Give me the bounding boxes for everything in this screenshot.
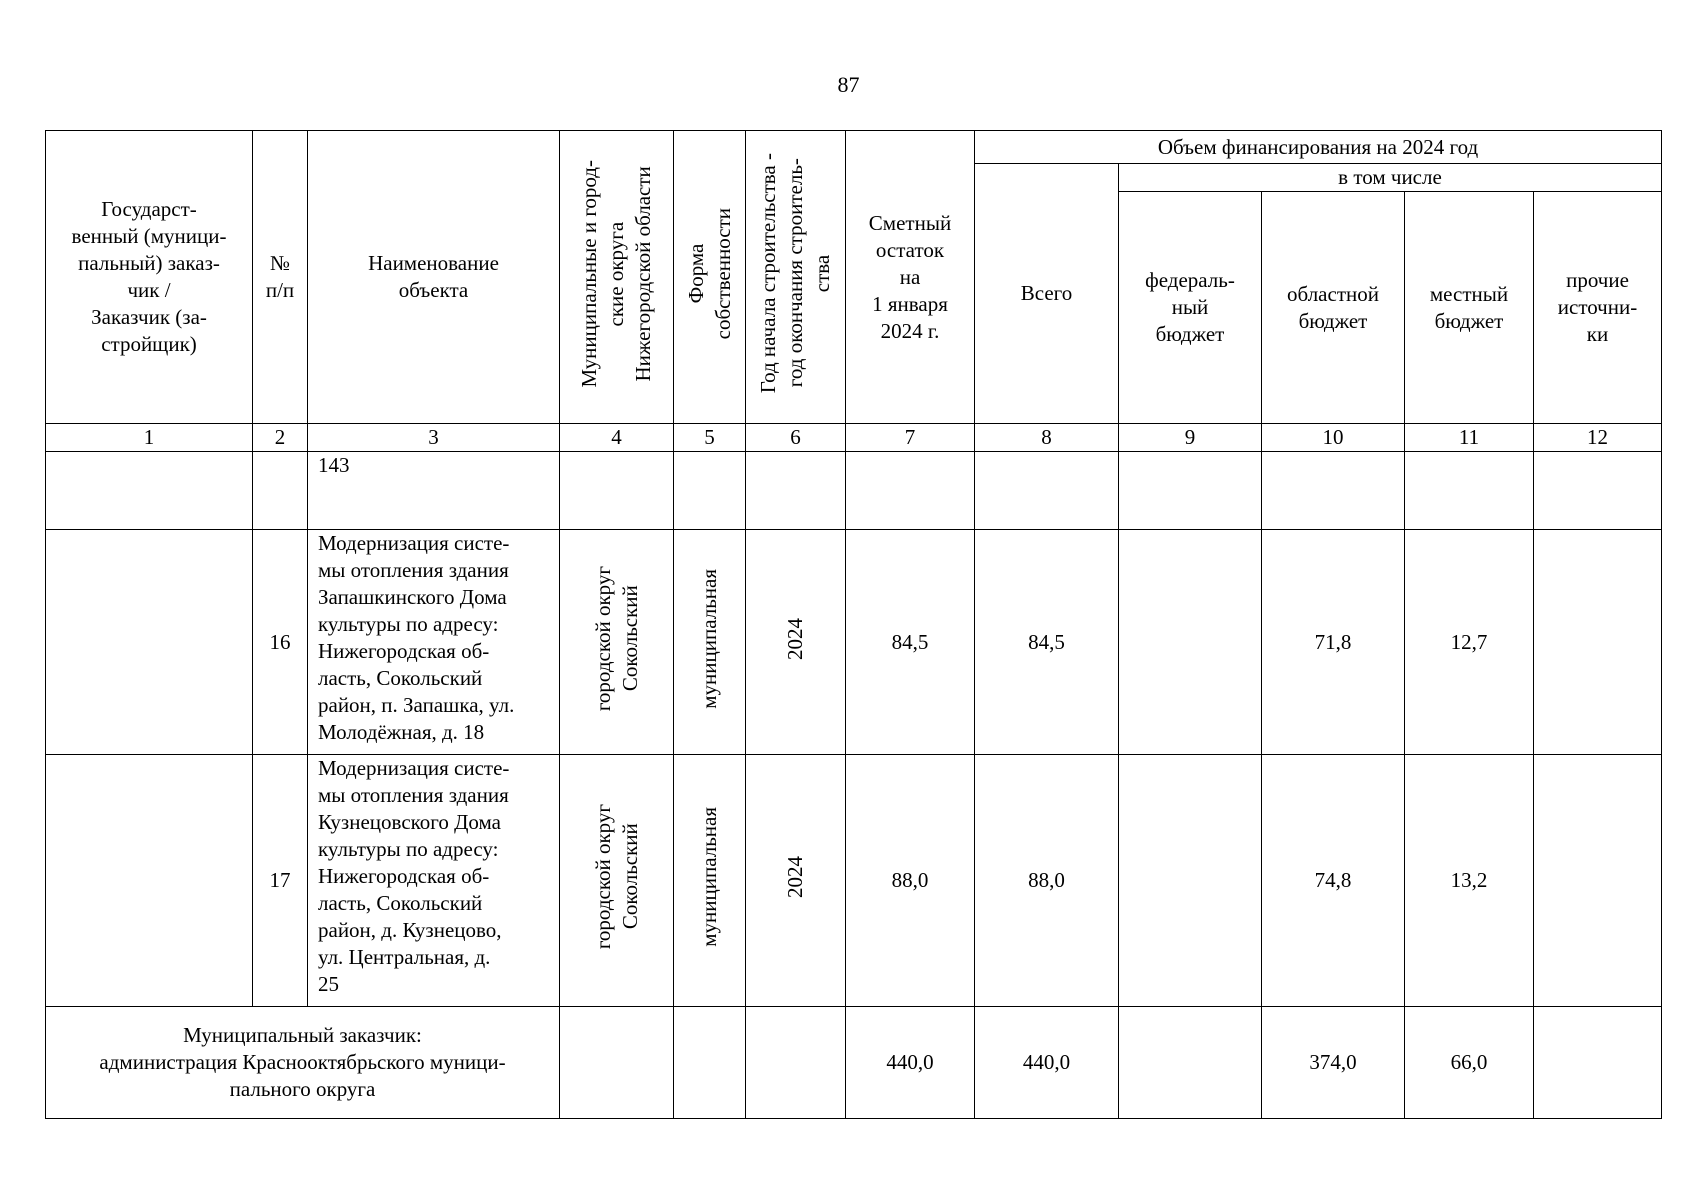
- summary-regional: 374,0: [1262, 1007, 1405, 1119]
- row-regional: 71,8: [1262, 530, 1405, 755]
- row-federal: [1119, 755, 1262, 1007]
- header-estimated-balance: Сметный остаток на 1 января 2024 г.: [846, 131, 975, 424]
- summary-total: 440,0: [975, 1007, 1119, 1119]
- header-customer-text: Государст- венный (муници- пальный) заказ- чик / Заказчик (за- стройщик): [71, 197, 227, 356]
- row-total: 88,0: [975, 755, 1119, 1007]
- header-other: прочие источни- ки: [1534, 192, 1662, 424]
- header-local: местный бюджет: [1405, 192, 1534, 424]
- row-estimated: 84,5: [846, 530, 975, 755]
- continuation-object-text: 143: [308, 452, 560, 530]
- header-regional: областной бюджет: [1262, 192, 1405, 424]
- summary-row: [46, 1007, 1662, 1119]
- row-local: 12,7: [1405, 530, 1534, 755]
- header-federal: федераль- ный бюджет: [1119, 192, 1262, 424]
- summary-local: 66,0: [1405, 1007, 1534, 1119]
- row-municipality: городской округ Сокольский: [560, 755, 674, 1007]
- row-years: 2024: [746, 755, 846, 1007]
- funding-table: [45, 130, 1662, 1119]
- table-row: [46, 755, 1662, 1007]
- col-num-1: 1: [46, 424, 253, 452]
- row-local: 13,2: [1405, 755, 1534, 1007]
- summary-other: [1534, 1007, 1662, 1119]
- row-estimated: 88,0: [846, 755, 975, 1007]
- row-number: 16: [253, 530, 308, 755]
- summary-label: Муниципальный заказчик: администрация Краснооктябрьского муници- пального округа: [46, 1007, 560, 1119]
- col-num-9: 9: [1119, 424, 1262, 452]
- col-num-7: 7: [846, 424, 975, 452]
- row-ownership: муниципальная: [674, 530, 746, 755]
- row-years: 2024: [746, 530, 846, 755]
- column-numbers-row: [46, 424, 1662, 452]
- col-num-3: 3: [308, 424, 560, 452]
- header-including: в том числе: [1119, 164, 1662, 192]
- summary-estimated: 440,0: [846, 1007, 975, 1119]
- row-customer: [46, 755, 253, 1007]
- row-total: 84,5: [975, 530, 1119, 755]
- header-years: Год начала строительства - год окончания строитель- ства: [746, 131, 846, 424]
- row-customer: [46, 530, 253, 755]
- col-num-11: 11: [1405, 424, 1534, 452]
- row-regional: 74,8: [1262, 755, 1405, 1007]
- continuation-row: [46, 452, 1662, 530]
- header-total: Всего: [975, 164, 1119, 424]
- header-object-name: Наименование объекта: [308, 131, 560, 424]
- header-ownership: Форма собственности: [674, 131, 746, 424]
- row-number: 17: [253, 755, 308, 1007]
- table-row: [46, 530, 1662, 755]
- col-num-10: 10: [1262, 424, 1405, 452]
- row-object-name: Модернизация систе- мы отопления здания Кузнецовского Дома культуры по адресу: Нижегородская об- ласть, Сокольский район, д. Кузнецово, ул. Центральная, д. 25: [308, 755, 560, 1007]
- row-federal: [1119, 530, 1262, 755]
- col-num-2: 2: [253, 424, 308, 452]
- col-num-5: 5: [674, 424, 746, 452]
- col-num-12: 12: [1534, 424, 1662, 452]
- page-number: 87: [837, 72, 860, 97]
- row-object-name: Модернизация систе- мы отопления здания Запашкинского Дома культуры по адресу: Нижегородская об- ласть, Сокольский район, п. Запашка, ул. Молодёжная, д. 18: [308, 530, 560, 755]
- header-customer: [46, 131, 253, 424]
- header-funding-title: Объем финансирования на 2024 год: [975, 131, 1662, 164]
- summary-federal: [1119, 1007, 1262, 1119]
- row-ownership: муниципальная: [674, 755, 746, 1007]
- row-other: [1534, 530, 1662, 755]
- col-num-8: 8: [975, 424, 1119, 452]
- row-municipality: городской округ Сокольский: [560, 530, 674, 755]
- row-other: [1534, 755, 1662, 1007]
- col-num-4: 4: [560, 424, 674, 452]
- header-municipality: Муниципальные и город- ские округа Нижегородской области: [560, 131, 674, 424]
- header-number: № п/п: [253, 131, 308, 424]
- col-num-6: 6: [746, 424, 846, 452]
